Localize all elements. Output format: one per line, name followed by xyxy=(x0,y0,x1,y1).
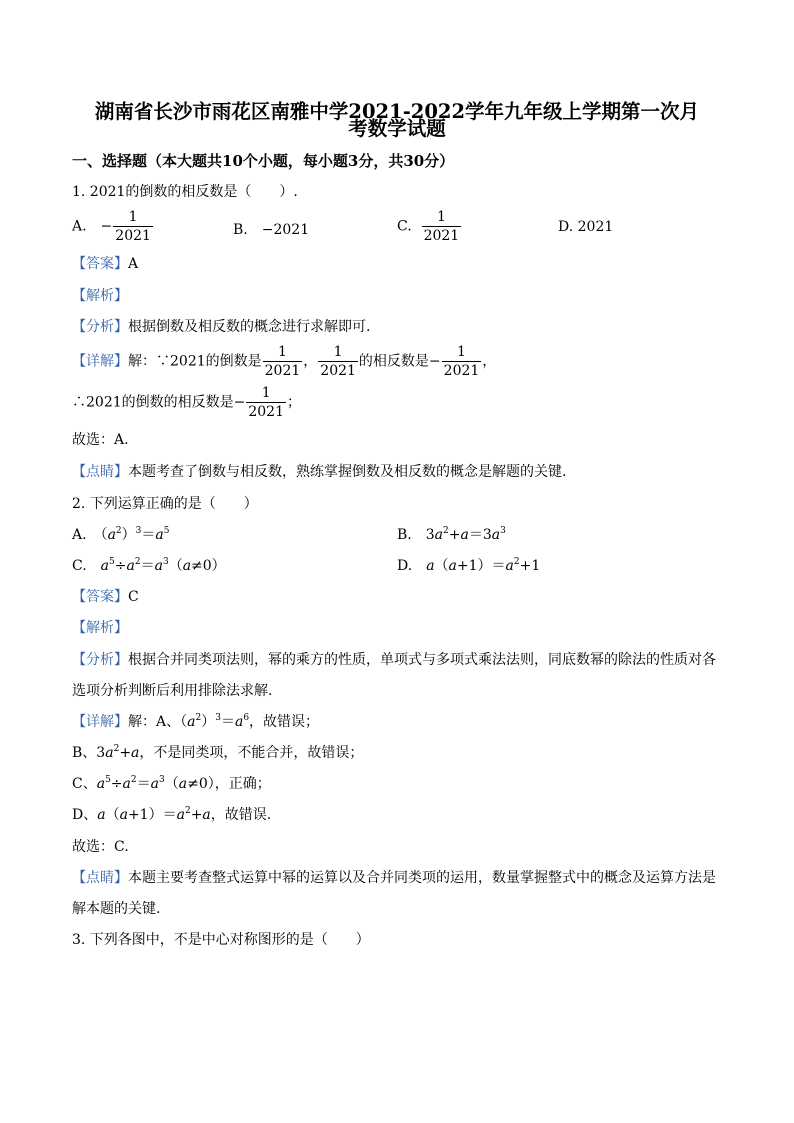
q2-explain-c: C、$a^5\div a^2=a^3(a\ne 0)$，正确； xyxy=(72,775,271,792)
exam-title-line2: 考数学试题 xyxy=(348,117,446,140)
q1-option-a-label: A. − xyxy=(72,218,113,235)
q2-option-a: A. $(a^2)^3=a^5$ xyxy=(72,526,170,543)
q2-option-b: B. $3a^2+a=3a^3$ xyxy=(397,526,506,543)
q1-stem: 1. 2021的倒数的相反数是（ ）. xyxy=(72,184,298,200)
q2-option-d: D. $a(a+1)=a^2+1$ xyxy=(397,557,541,574)
exam-title-line1: 湖南省长沙市雨花区南雅中学2021-2022学年九年级上学期第一次月 xyxy=(94,100,700,123)
q2-fenxi-line1: 【分析】根据合并同类项法则，幂的乘方的性质，单项式与多项式乘法法则，同底数幂的除法的性质对各 xyxy=(72,652,716,668)
q1-option-b: B. −2021 xyxy=(233,222,310,238)
q2-stem: 2. 下列运算正确的是（ ） xyxy=(72,496,258,512)
q1-analysis-tag: 【解析】 xyxy=(72,288,128,304)
q1-option-c-fraction: $\frac{1}{2021}$ xyxy=(423,209,460,244)
q1-option-c xyxy=(397,208,462,245)
q2-analysis-tag: 【解析】 xyxy=(72,620,128,636)
q2-fenxi-line2: 选项分析判断后利用排除法求解. xyxy=(72,683,273,699)
section-heading: 一、选择题（本大题共10个小题，每小题3分，共30分） xyxy=(72,152,455,170)
q3-stem: 3. 下列各图中，不是中心对称图形的是（ ） xyxy=(72,932,370,948)
q2-explain-d: D、$a(a+1)=a^2+a$，故错误. xyxy=(72,806,272,823)
q1-therefore: ∴2021的倒数的相反数是− $\frac{1}{2021}$ ； xyxy=(72,385,301,420)
q1-option-d: D. 2021 xyxy=(558,219,614,235)
q1-choose: 故选：A. xyxy=(72,432,129,448)
q2-explain-b: B、$3a^2+a$，不是同类项，不能合并，故错误； xyxy=(72,744,364,761)
q2-choose: 故选：C. xyxy=(72,839,129,855)
q1-xiangjie: 【详解】解：∵2021的倒数是 $\frac{1}{2021}$ ， $\frac{1}{2021}$ 的相反数是− $\frac{1}{2021}$ ， xyxy=(72,344,497,379)
q1-option-c-label: C. xyxy=(397,218,412,235)
q2-option-c: C. $a^5\div a^2=a^3(a\ne 0)$ xyxy=(72,557,226,574)
q1-answer: 【答案】A xyxy=(72,256,139,272)
q2-dianjing-line2: 解本题的关键. xyxy=(72,901,161,917)
answer-tag: 【答案】 xyxy=(72,256,128,272)
q2-xiangjie: 【详解】解：A、$(a^2)^3=a^6$，故错误； xyxy=(72,713,320,730)
q1-dianjing: 【点睛】本题考查了倒数与相反数，熟练掌握倒数及相反数的概念是解题的关键. xyxy=(72,464,567,480)
q2-answer: 【答案】C xyxy=(72,589,139,605)
q2-dianjing-line1: 【点睛】本题主要考查整式运算中幂的运算以及合并同类项的运用，数量掌握整式中的概念及运算方法是 xyxy=(72,870,716,886)
q1-option-a xyxy=(72,208,154,245)
q1-option-a-fraction: $\frac{1}{2021}$ xyxy=(115,209,151,244)
q1-fenxi: 【分析】根据倒数及相反数的概念进行求解即可. xyxy=(72,319,371,335)
